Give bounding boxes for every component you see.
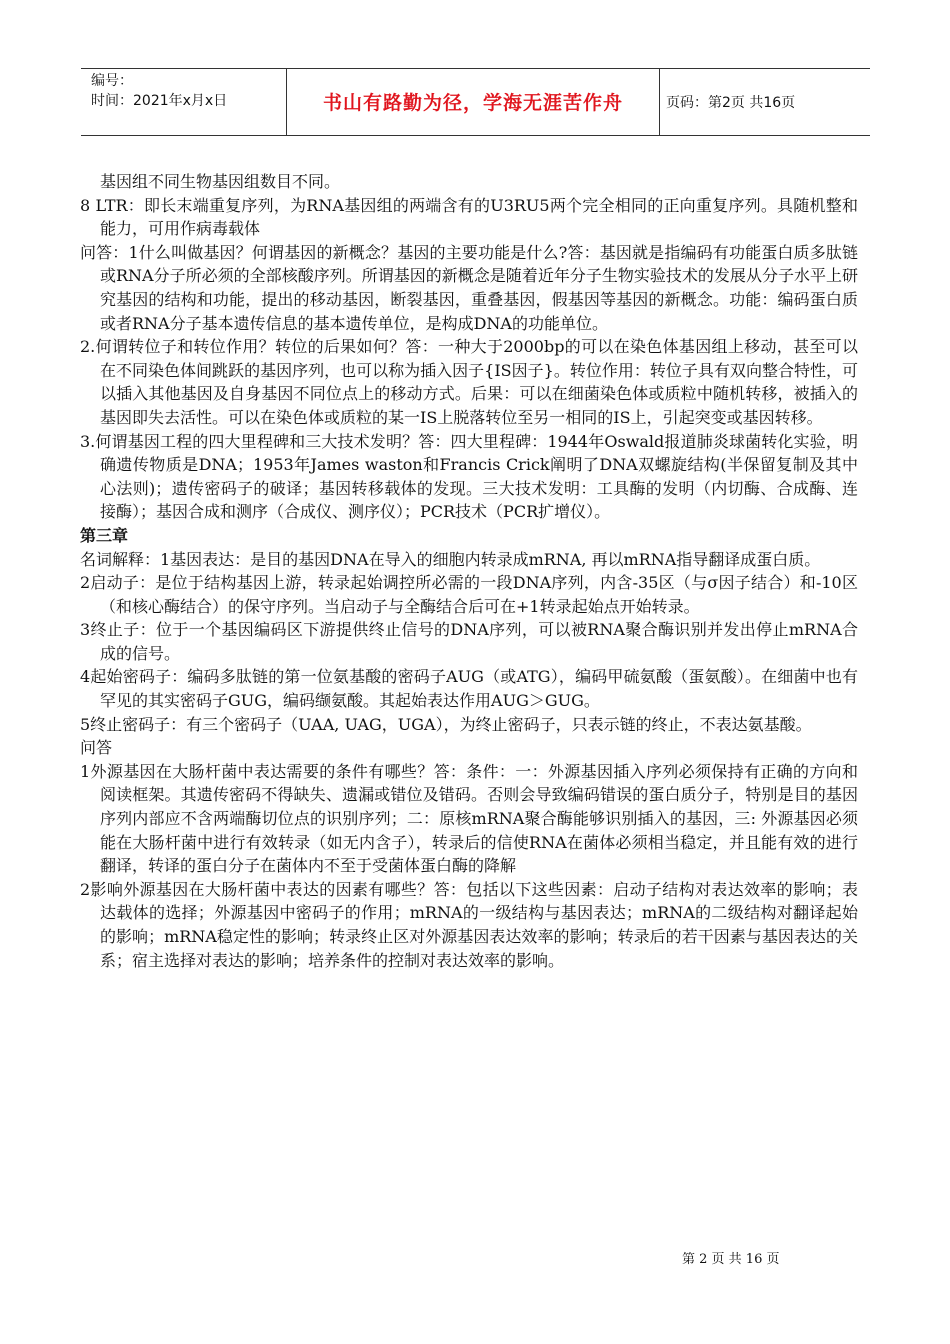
document-number-label: 编号： — [91, 73, 133, 89]
paragraph: 5终止密码子：有三个密码子（UAA, UAG，UGA），为终止密码子，只表示链的终止，不表达氨基酸。 — [80, 714, 812, 734]
paragraph: 3.何谓基因工程的四大里程碑和三大技术发明？答：四大里程碑：1944年Oswald报道肺炎球菌转化实验，明确遗传物质是DNA；1953年James waston和Francis Crick阐明了DNA双螺旋结构(半保留复制及其中心法则)；遗传密码子的破译；基因转移载体的发现。三大技术发明：工具酶的发明（内切酶、合成酶、连接酶）；基因合成和测序（合成仪、测序仪）；PCR技术（PCR扩增仪）。 — [80, 431, 858, 522]
header-motto: 书山有路勤为径，学海无涯苦作舟 — [322, 92, 623, 114]
section-heading: 第三章 — [80, 525, 129, 545]
page-footer: 第 2 页 共 16 页 — [682, 1252, 780, 1267]
page-header — [81, 68, 870, 136]
paragraph: 2启动子：是位于结构基因上游，转录起始调控所必需的一段DNA序列，内含-35区（与σ因子结合）和-10区（和核心酶结合）的保守序列。当启动子与全酶结合后可在+1转录起始点开始转录。 — [80, 573, 858, 616]
document-time-label: 时间：2021年x月x日 — [91, 93, 228, 109]
paragraph: 问答 — [80, 738, 113, 758]
document-body — [80, 170, 858, 972]
paragraph: 4起始密码子：编码多肽链的第一位氨基酸的密码子AUG（或ATG），编码甲硫氨酸（蛋氨酸）。在细菌中也有罕见的其实密码子GUG，编码缬氨酸。其起始表达作用AUG＞GUG。 — [80, 667, 858, 711]
header-motto-cell — [287, 69, 660, 135]
paragraph: 问答：1什么叫做基因？何谓基因的新概念？基因的主要功能是什么?答：基因就是指编码有功能蛋白质多肽链或RNA分子所必须的全部核酸序列。所谓基因的新概念是随着近年分子生物实验技术的发展从分子水平上研究基因的结构和功能，提出的移动基因，断裂基因，重叠基因，假基因等基因的新概念。功能：编码蛋白质或者RNA分子基本遗传信息的基本遗传单位，是构成DNA的功能单位。 — [80, 242, 858, 333]
paragraph: 1外源基因在大肠杆菌中表达需要的条件有哪些？答：条件：一：外源基因插入序列必须保持有正确的方向和阅读框架。其遗传密码不得缺失、遗漏或错位及错码。否则会导致编码错误的蛋白质分子，特别是目的基因序列内部应不含两端酶切位点的识别序列；二：原核mRNA聚合酶能够识别插入的基因，三: 外源基因必须能在大肠杆菌中进行有效转录（如无内含子），转录后的信使RNA在菌体必须相当稳定，并且能有效的进行翻译，转译的蛋白分子在菌体内不至于受菌体蛋白酶的降解 — [80, 761, 858, 876]
header-meta — [81, 69, 287, 135]
paragraph: 2影响外源基因在大肠杆菌中表达的因素有哪些？答：包括以下这些因素：启动子结构对表达效率的影响；表达载体的选择；外源基因中密码子的作用；mRNA的一级结构与基因表达；mRNA的二级结构对翻译起始的影响；mRNA稳定性的影响；转录终止区对外源基因表达效率的影响；转录后的若干因素与基因表达的关系；宿主选择对表达的影响；培养条件的控制对表达效率的影响。 — [80, 879, 858, 970]
paragraph: 基因组不同生物基因组数目不同。 — [100, 172, 341, 191]
paragraph: 8 LTR：即长末端重复序列，为RNA基因组的两端含有的U3RU5两个完全相同的正向重复序列。具随机整和能力，可用作病毒载体 — [80, 195, 858, 239]
paragraph: 名词解释：1基因表达：是目的基因DNA在导入的细胞内转录成mRNA, 再以mRNA指导翻译成蛋白质。 — [80, 549, 821, 569]
paragraph: 2.何谓转位子和转位作用？转位的后果如何？答：一种大于2000bp的可以在染色体基因组上移动，甚至可以在不同染色体间跳跃的基因序列，也可以称为插入因子{IS因子}。转位作用：转位子具有双向整合特性，可以插入其他基因及自身基因不同位点上的移动方式。后果：可以在细菌染色体或质粒中随机转移，被插入的基因即失去活性。可以在染色体或质粒的某一IS上脱落转位至另一相同的IS上，引起突变或基因转移。 — [80, 337, 858, 427]
header-page-number: 页码：第2页 共16页 — [666, 95, 796, 111]
paragraph: 3终止子：位于一个基因编码区下游提供终止信号的DNA序列，可以被RNA聚合酶识别并发出停止mRNA合成的信号。 — [80, 620, 858, 663]
